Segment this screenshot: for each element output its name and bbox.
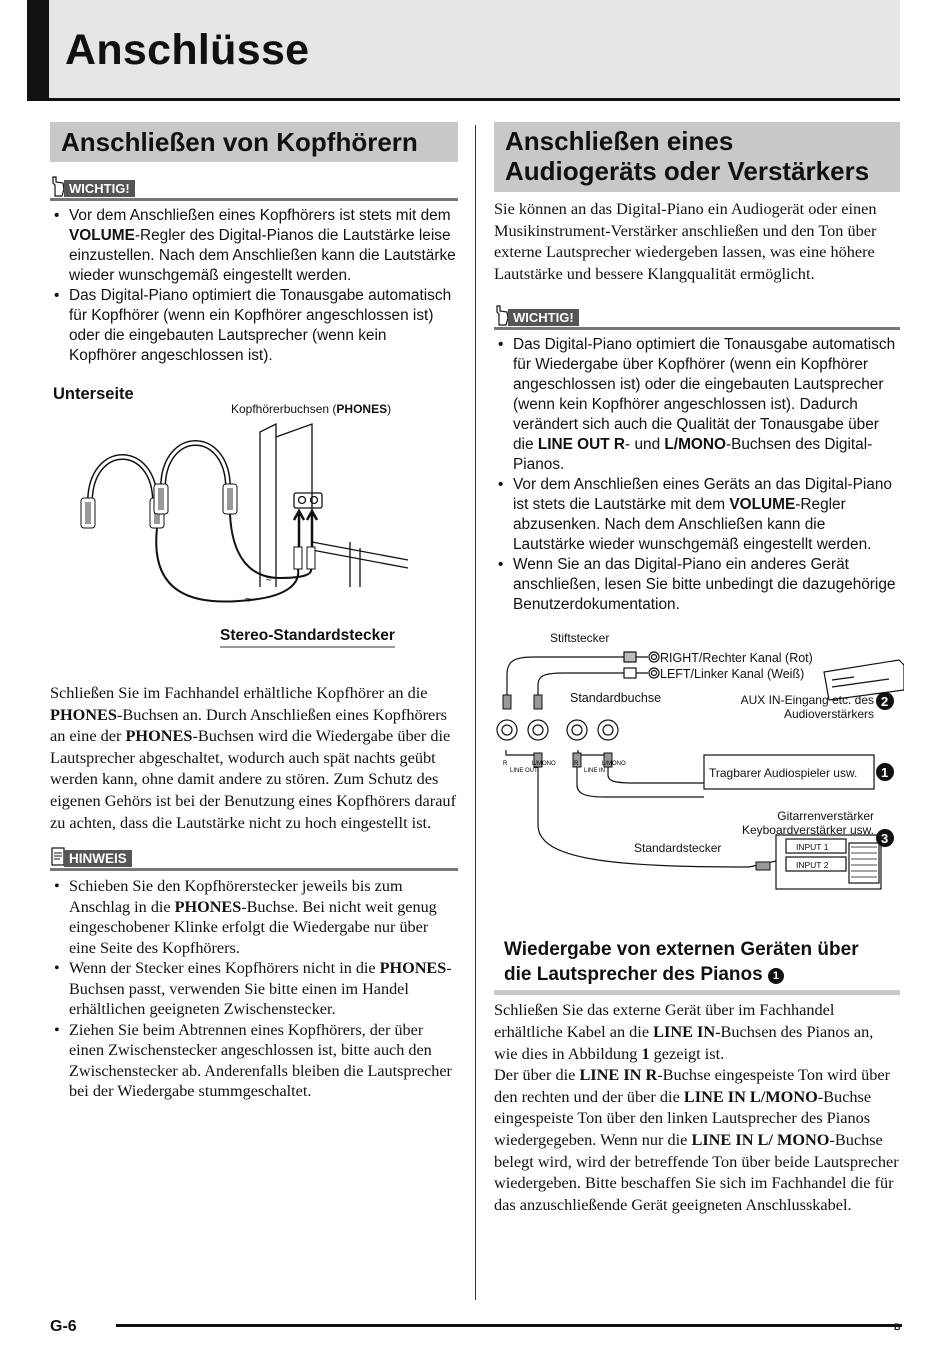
- line-in-paragraph-1: Schließen Sie das externe Gerät über im Fachhandel erhältliche Kabel an die LINE IN-Buchsen des Pianos an, wie dies in Abbildung 1 gezeigt ist.: [494, 1000, 874, 1063]
- amp-label: Gitarrenverstärker Keyboardverstärker usw.: [741, 809, 874, 838]
- list-item: • Vor dem Anschließen eines Kopfhörers ist stets mit dem VOLUME-Regler des Digital-Pianos die Lautstärke leise einzustellen. Nach dem Anschließen kann die Lautstärke wieder wunschgemäß eingestellt werden.: [50, 206, 458, 286]
- audio-connection-figure: [494, 631, 900, 910]
- standard-jack-label: Standardbuchse: [570, 691, 662, 706]
- pin-plug-label: Stiftstecker: [550, 631, 610, 646]
- headphones-diagram: [50, 382, 458, 654]
- wichtig-list: [494, 335, 900, 615]
- hinweis-list: [50, 876, 458, 1102]
- standard-plug-label: Standardstecker: [634, 841, 722, 856]
- hinweis-box: [50, 849, 458, 871]
- subsection-heading: Wiedergabe von externen Geräten über die Lautsprecher des Pianos 1: [494, 937, 900, 995]
- line-in-paragraph-2: Der über die LINE IN R-Buchse eingespeiste Ton wird über den rechten und der über die LINE IN L/MONO-Buchse eingespeiste Ton über den linken Lautsprecher des Pianos wiedergegeben. Wenn nur die LINE IN L/ MONO-Buchse belegt wird, wird der betreffende Ton über beide Lautsprecher wiedergeben. Bitte beschaffen Sie sich im Fachhandel die für das anzuschließende Gerät geeigneten Anschlusskabel.: [494, 1065, 899, 1214]
- right-column: [494, 122, 900, 1215]
- wichtig-label: WICHTIG!: [508, 309, 579, 326]
- svg-text:LINE IN: LINE IN: [584, 768, 606, 775]
- list-item: • Schieben Sie den Kopfhörerstecker jeweils bis zum Anschlag in die PHONES-Buchse. Bei nicht weit genug eingeschobener Klinke erfolgt die Wiedergabe nur über eine Seite des Kopfhörers.: [50, 876, 458, 958]
- svg-text:2: 2: [881, 694, 889, 710]
- list-item: • Wenn der Stecker eines Kopfhörers nicht in die PHONES-Buchsen passt, verwenden Sie bitte einen im Handel erhältlichen geeigneten Zwischenstecker.: [50, 958, 458, 1020]
- page-number: G-6: [50, 1318, 77, 1335]
- list-item: • Das Digital-Piano optimiert die Tonausgabe automatisch für Wiedergabe über Kopfhörer (wenn ein Kopfhörer angeschlossen ist) oder die eingebauten Lautsprecher (wenn kein Kopfhörer angeschlossen ist). Dadurch verändert sich auch die Qualität der Tonausgabe über die LINE OUT R- und L/MONO-Buchsen des Digital-Pianos.: [494, 335, 900, 475]
- title-accent-bar: [27, 0, 49, 98]
- audio-intro: Sie können an das Digital-Piano ein Audiogerät oder einen Musikinstrument-Verstärker anschließen und den Ton über externe Lautsprecher wiedergeben lassen, was eine höhere Lautstärke und bessere Klangqualität ermöglicht.: [494, 199, 877, 283]
- column-divider: [475, 125, 476, 1300]
- wichtig-box: [494, 308, 900, 330]
- svg-text:LINE OUT: LINE OUT: [510, 768, 538, 775]
- footer-code: B: [894, 1322, 901, 1332]
- input2-label: INPUT 2: [796, 860, 829, 871]
- left-column: [50, 122, 458, 1102]
- wichtig-list: [50, 206, 458, 366]
- svg-text:L/MONO: L/MONO: [532, 761, 556, 768]
- aux-label: AUX IN-Eingang etc. des Audioverstärkers: [740, 693, 874, 722]
- svg-text:1: 1: [881, 765, 889, 781]
- footer-rule: [116, 1324, 902, 1327]
- svg-text:≈: ≈: [245, 595, 251, 606]
- list-item: • Das Digital-Piano optimiert die Tonausgabe automatisch für Kopfhörer (wenn ein Kopfhörer angeschlossen ist) oder die eingebauten Lautsprecher (wenn kein Kopfhörer angeschlossen ist).: [50, 286, 458, 366]
- subhead-bar: [494, 990, 900, 995]
- wichtig-box: [50, 179, 458, 201]
- number-badge: 1: [768, 968, 784, 984]
- section-heading-headphones: Anschließen von Kopfhörern: [50, 122, 458, 162]
- list-item: • Ziehen Sie beim Abtrennen eines Kopfhörers, der über einen Zwischenstecker angeschlossen ist, bitte auch den Zwischenstecker ab. Anderenfalls bleiben die Lautsprecher bei der Wiedergabe stummgeschaltet.: [50, 1020, 458, 1102]
- input1-label: INPUT 1: [796, 842, 829, 853]
- hinweis-label: HINWEIS: [64, 850, 132, 867]
- svg-text:R: R: [503, 761, 508, 768]
- underside-label: Unterseite: [53, 385, 134, 403]
- portable-player-label: Tragbarer Audiospieler usw.: [709, 766, 858, 781]
- list-item: • Vor dem Anschließen eines Geräts an das Digital-Piano ist stets die Lautstärke mit dem VOLUME-Regler abzusenken. Nach dem Anschließen kann die Lautstärke wieder wunschgemäß eingestellt werden.: [494, 475, 900, 555]
- page-title: Anschlüsse: [65, 26, 310, 74]
- left-channel-label: LEFT/Linker Kanal (Weiß): [660, 667, 805, 682]
- svg-text:L/MONO: L/MONO: [602, 761, 626, 768]
- headphones-paragraph: Schließen Sie im Fachhandel erhältliche Kopfhörer an die PHONES-Buchsen an. Durch Anschließen eines Kopfhörers an eine der PHONES-Buchsen wird die Wiedergabe über die Lautsprecher abgeschaltet, wodurch auch spät nachts geübt werden kann, ohne damit andere zu stören. Zum Schutz des eigenen Gehörs ist bei der Benutzung eines Kopfhörers darauf zu achten, dass die Lautstärke nicht zu hoch eingestellt ist.: [50, 683, 456, 832]
- svg-text:3: 3: [881, 831, 889, 847]
- svg-text:≈: ≈: [266, 574, 272, 585]
- page-title-banner: [27, 0, 900, 101]
- list-item: • Wenn Sie an das Digital-Piano ein anderes Gerät anschließen, lesen Sie bitte unbedingt die dazugehörige Benutzerdokumentation.: [494, 555, 900, 615]
- wichtig-label: WICHTIG!: [64, 180, 135, 197]
- svg-text:R: R: [574, 761, 579, 768]
- headphones-figure: [50, 382, 458, 654]
- right-channel-label: RIGHT/Rechter Kanal (Rot): [660, 651, 813, 666]
- plug-label: Stereo-Standardstecker: [220, 627, 395, 648]
- section-heading-audio: Anschließen eines Audiogeräts oder Verstärkers: [494, 122, 900, 192]
- phones-jack-label: Kopfhörerbuchsen (PHONES): [231, 402, 392, 416]
